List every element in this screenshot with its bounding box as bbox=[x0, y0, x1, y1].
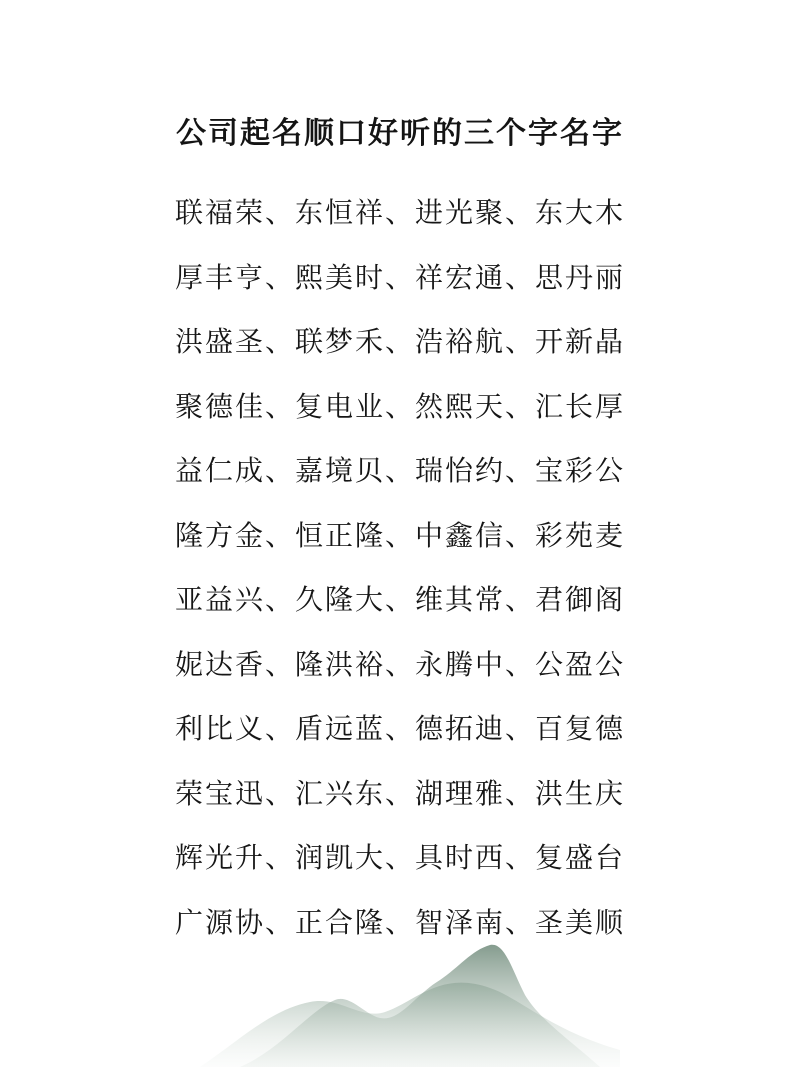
name-line: 隆方金、恒正隆、中鑫信、彩苑麦 bbox=[174, 518, 625, 552]
name-line: 厚丰亨、熙美时、祥宏通、思丹丽 bbox=[174, 260, 625, 294]
name-line: 广源协、正合隆、智泽南、圣美顺 bbox=[174, 905, 625, 939]
names-list bbox=[0, 186, 800, 960]
name-line: 亚益兴、久隆大、维其常、君御阁 bbox=[174, 583, 625, 616]
mountain-illustration bbox=[200, 940, 620, 1067]
mountain-front bbox=[240, 945, 600, 1067]
name-line: 利比义、盾远蓝、德拓迪、百复德 bbox=[174, 712, 625, 745]
name-line: 联福荣、东恒祥、进光聚、东大木 bbox=[174, 196, 625, 229]
name-line: 洪盛圣、联梦禾、浩裕航、开新晶 bbox=[174, 325, 625, 358]
name-line: 益仁成、嘉境贝、瑞怡约、宝彩公 bbox=[174, 454, 625, 487]
name-line: 辉光升、润凯大、具时西、复盛台 bbox=[174, 841, 625, 874]
name-line: 妮达香、隆洪裕、永腾中、公盈公 bbox=[174, 647, 625, 681]
name-line: 荣宝迅、汇兴东、湖理雅、洪生庆 bbox=[174, 776, 625, 810]
page-title: 公司起名顺口好听的三个字名字 bbox=[176, 116, 624, 151]
name-line: 聚德佳、复电业、然熙天、汇长厚 bbox=[174, 389, 625, 423]
